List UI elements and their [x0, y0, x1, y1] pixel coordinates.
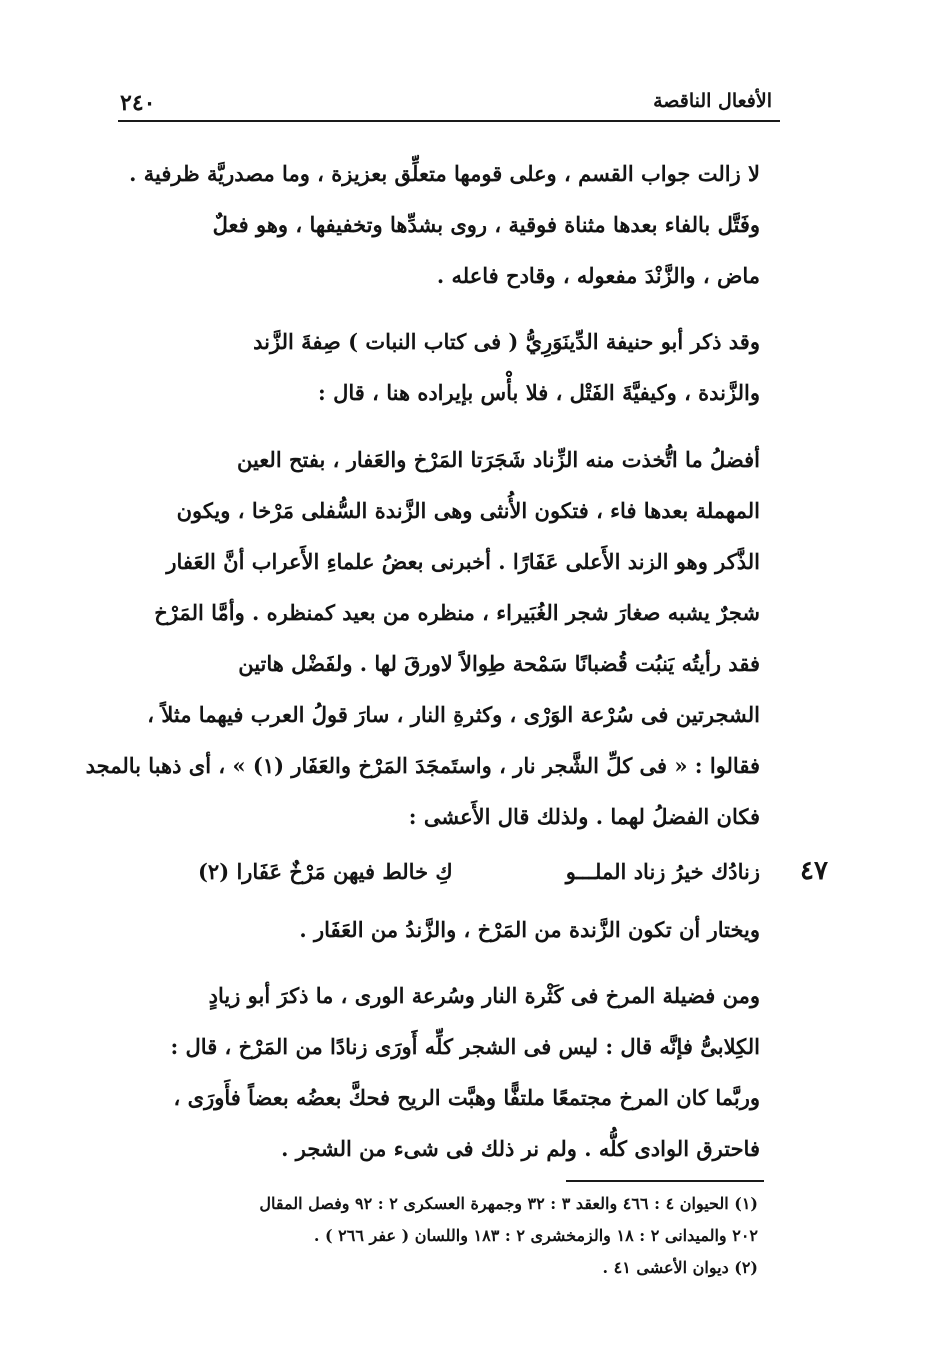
- poem-verse: [160, 846, 760, 897]
- text-line: أفضلُ ما اتُّخذت منه الزِّناد شَجَرَتا المَرْخ والعَفار ، بفتح العين: [236, 447, 760, 472]
- running-title: الأفعال الناقصة: [653, 90, 772, 112]
- poem-second-hemistich: كِ خالط فيهن مَرْخٌ عَفَارا (٢): [197, 859, 453, 884]
- text-line: الذَّكر وهو الزند الأَعلى عَفَارًا . أخبرنى بعضُ علماءِ الأَعراب أنَّ العَفار: [166, 549, 760, 574]
- text-line: فقالوا : « فى كلِّ الشَّجر نار ، واستَمجَدَ المَرْخ والعَفَار (١) » ، أى ذهبا بالمجد: [85, 753, 760, 778]
- text-line: ومن فضيلة المرخ فى كَثْرة النار وسُرعة الورى ، ما ذكرَ أبو زيادٍ: [208, 983, 760, 1008]
- text-line: والزَّندة ، وكيفيَّةَ الفَتْل ، فلا بأْس بإيراده هنا ، قال :: [318, 380, 760, 405]
- text-line: شجرٌ يشبه صغارَ شجر الغُبَيراء ، منظره من بعيد كمنظره . وأمَّا المَرْخ: [154, 600, 760, 625]
- paragraph-after-poem: [120, 904, 760, 955]
- page-number: ٢٤٠: [120, 90, 156, 116]
- text-line: فقد رأيتُه يَنبُت قُضبانًا سَمْحة طِوالاً لاورقَ لها . ولفَضْل هاتين: [238, 651, 760, 676]
- text-line: وربَّما كان المرخ مجتمعًا ملتفًّا وهبَّت الريح فحكَّ بعضُه بعضاً فأَورَى ،: [173, 1085, 760, 1110]
- text-line: الشجرتين فى سُرْعة الوَرْى ، وكثرةِ النار ، سارَ قولُ العرب فيهما مثلاً ،: [147, 702, 760, 727]
- text-line: ويختار أن تكون الزَّندة من المَرْخ ، والزَّندُ من العَفَار .: [299, 917, 760, 942]
- text-line: الكِلابىُّ فإنَّه قال : ليس فى الشجر كلِّه أَورَى زنادًا من المَرْخ ، قال :: [170, 1034, 760, 1059]
- paragraph-abu-ziyad: [120, 970, 760, 1174]
- footnotes: [118, 1188, 758, 1284]
- footnote-1: (١) الحيوان ٤ : ٤٦٦ والعقد ٣ : ٣٢ وجمهرة العسكرى ٢ : ٩٢ وفصل المقال: [259, 1194, 758, 1213]
- text-line: فاحترق الوادى كلُّه . ولم نر ذلك فى شىء من الشجر .: [281, 1136, 760, 1161]
- paragraph-dinawari-intro: [120, 316, 760, 418]
- text-line: لا زالت جواب القسم ، وعلى قومها متعلِّق بعزيزة ، وما مصدريَّة ظرفية .: [129, 161, 760, 186]
- paragraph-quotation: [85, 434, 760, 842]
- poem-first-hemistich: زنادُك خيرُ زناد الملـــو: [565, 859, 760, 884]
- text-line: وفَتَّل بالفاء بعدها مثناة فوقية ، روى بشدِّها وتخفيفها ، وهو فعلٌ: [212, 212, 760, 237]
- text-line: ماض ، والزَّنْدَ مفعوله ، وقادح فاعله .: [436, 263, 760, 288]
- text-line: المهملة بعدها فاء ، فتكون الأُنثى وهى الزَّندة السُّفلى مَرْخا ، ويكون: [176, 498, 760, 523]
- footnote-rule: [566, 1180, 764, 1182]
- footnote-2: (٢) ديوان الأعشى ٤١ .: [602, 1258, 758, 1277]
- footnote-1-continued: ٢٠٢ والميدانى ٢ : ١٨ والزمخشرى ٢ : ١٨٣ واللسان ( عفر ٢٦٦ ) .: [313, 1226, 758, 1245]
- margin-number: ٤٧: [800, 856, 828, 886]
- paragraph-grammar-note: [120, 148, 760, 301]
- page-header: [118, 84, 778, 120]
- text-line: فكان الفضلُ لهما . ولذلك قال الأَعشى :: [408, 804, 760, 829]
- text-line: وقد ذكر أبو حنيفة الدِّينَوَرِيُّ ( فى كتاب النبات ) صِفةَ الزَّند: [253, 329, 760, 354]
- header-rule: [118, 120, 780, 122]
